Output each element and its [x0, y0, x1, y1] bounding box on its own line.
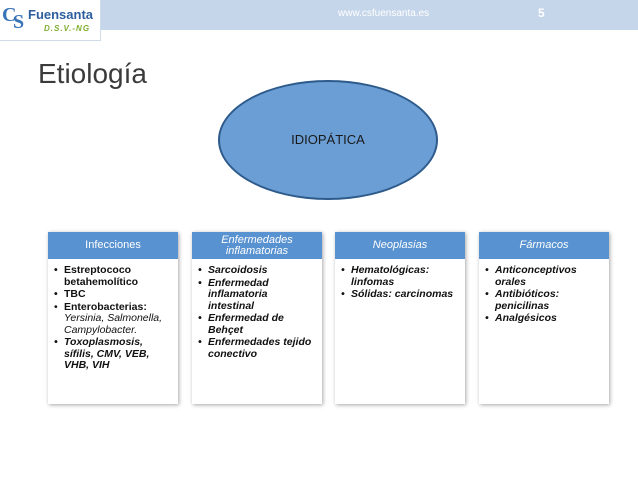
logo	[0, 0, 101, 41]
list-item-label: Enterobacterias:	[64, 300, 147, 313]
website-url: www.csfuensanta.es	[338, 8, 430, 19]
list-item: • TBC	[54, 289, 172, 301]
list-item: • Sarcoidosis	[198, 265, 316, 277]
list-item: • Toxoplasmosis, sífilis, CMV, VEB, VHB, VIH	[54, 337, 172, 372]
card-list	[479, 259, 609, 325]
list-item: • Estreptococo betahemolítico	[54, 265, 172, 288]
logo-name: Fuensanta	[28, 7, 94, 22]
list-item: • Sólidas: carcinomas	[341, 289, 459, 301]
cs-logo-icon: C S	[2, 4, 25, 33]
list-item: • Enfermedad de Behçet	[198, 313, 316, 336]
card-list	[192, 259, 322, 360]
page-number: 5	[538, 6, 545, 20]
logo-subtitle: D.S.V.-NG	[44, 24, 91, 33]
card-neoplasias	[335, 232, 465, 404]
card-list	[335, 259, 465, 301]
idiopathic-ellipse	[218, 80, 438, 200]
slide-title: Etiología	[38, 58, 147, 89]
card-inflamatorias	[192, 232, 322, 404]
list-item	[54, 302, 172, 337]
list-item-detail: Yersinia, Salmonella, Campylobacter.	[64, 312, 163, 336]
list-item: • Enfermedad inflamatoria intestinal	[198, 278, 316, 313]
list-item: • Antibióticos: penicilinas	[485, 289, 603, 312]
card-header: Neoplasias	[335, 232, 465, 259]
card-header: Infecciones	[48, 232, 178, 259]
list-item: • Anticonceptivos orales	[485, 265, 603, 288]
card-header: Enfermedades inflamatorias	[192, 232, 322, 259]
list-item: • Hematológicas: linfomas	[341, 265, 459, 288]
card-farmacos	[479, 232, 609, 404]
card-infecciones	[48, 232, 178, 404]
list-item: • Analgésicos	[485, 313, 603, 325]
list-item: • Enfermedades tejido conectivo	[198, 337, 316, 360]
card-header: Fármacos	[479, 232, 609, 259]
card-list	[48, 259, 178, 372]
ellipse-label: IDIOPÁTICA	[291, 132, 365, 147]
